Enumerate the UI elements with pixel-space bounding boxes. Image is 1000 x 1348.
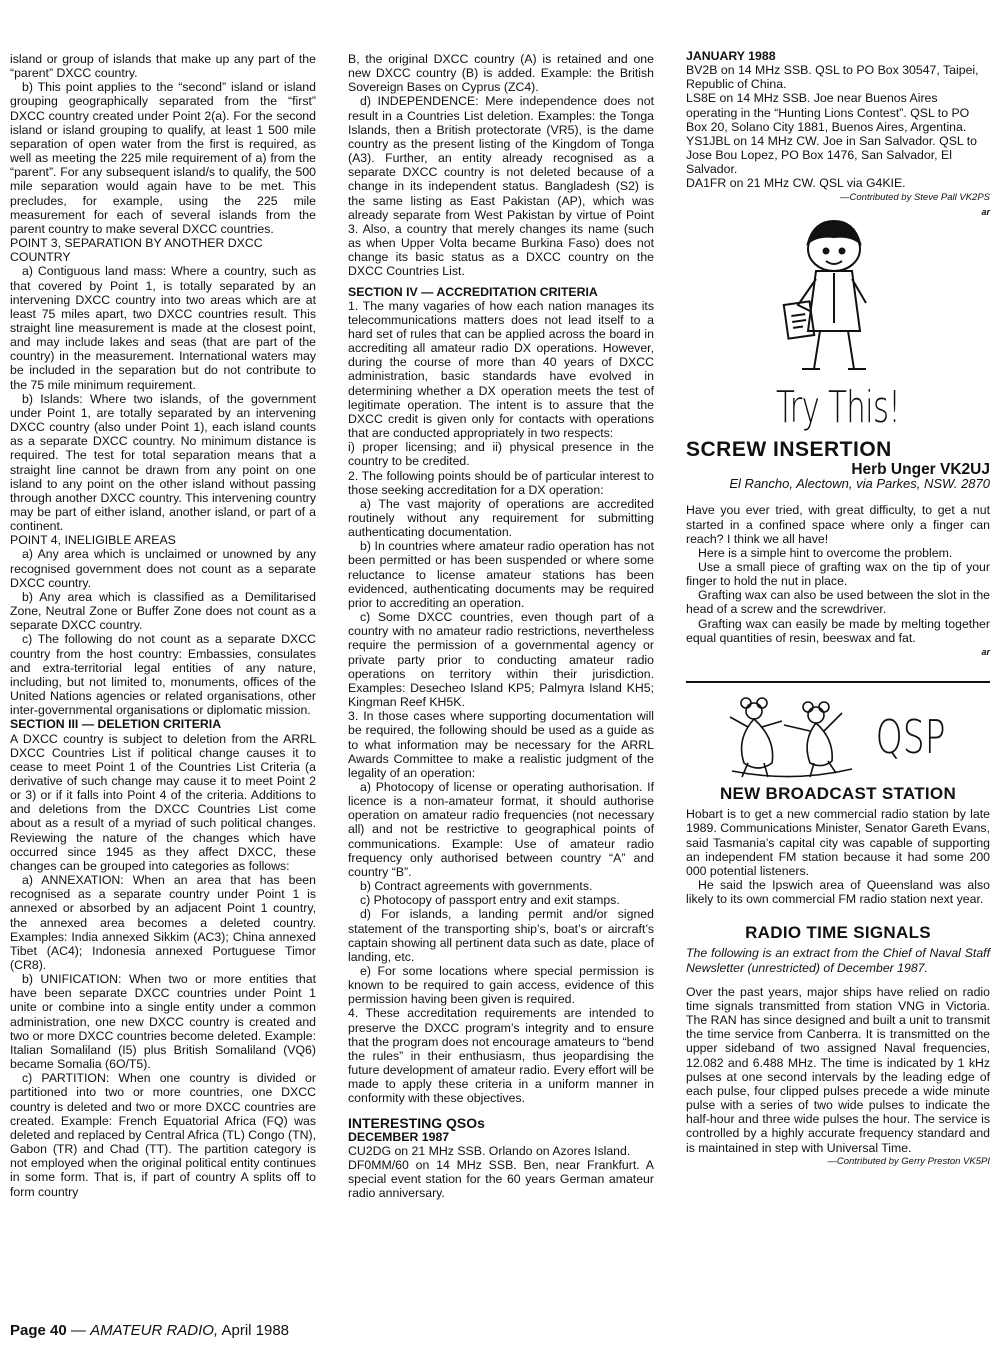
author-address: El Rancho, Alectown, via Parkes, NSW. 2870 bbox=[729, 476, 990, 492]
paragraph: c) PARTITION: When one country is divided or partitioned into two or more countries, one DXCC country is deleted and two or more DXCC countries are created. Example: French Equatorial Africa (FQ) was deleted and replaced by Central Africa (TL) Congo (TN), Gabon (TR) and Chad (TT). The partition category is not employed when the original political entity continues in some form. That is, if part of country A splits off to form country bbox=[10, 1071, 316, 1199]
qso-heading: INTERESTING QSOs bbox=[348, 1114, 485, 1131]
article-title: NEW BROADCAST STATION bbox=[719, 784, 957, 804]
qso-entry: LS8E on 14 MHz SSB. Joe near Buenos Aires operating in the “Hunting Lions Contest”. QSL to PO Box 20, Solano City 1881, Buenos Aires, Argentina. bbox=[686, 91, 970, 134]
paragraph: b) Contract agreements with governments. bbox=[360, 879, 593, 894]
paragraph: b) UNIFICATION: When two or more entities that have been separate DXCC countries under Point 1 unite or combine into a single entity under a common administration, one new DXCC country is created and two or more DXCC countries become deleted. Example: Italian Somaliland (I5) plus British Somaliland (VQ6) became Somalia (6O/T5). bbox=[10, 972, 316, 1072]
qsp-text: QSP bbox=[876, 709, 946, 764]
cartoon-boy-icon bbox=[686, 219, 990, 387]
paragraph: a) Contiguous land mass: Where a country, such as that covered by Point 1, is totally separated by an intervening DXCC country into two areas which are at least 75 miles apart, two DXCC countries result. This straight line measurement is made at the closest point, and may include lakes and seas (that are part of the country) in the measurement. International waters may be included in the separation but do not contribute to the 75 mile minimum requirement. bbox=[10, 264, 316, 392]
article-intro: The following is an extract from the Chief of Naval Staff Newsletter (unrestricted) of December 1987. bbox=[686, 946, 990, 975]
paragraph: c) Photocopy of passport entry and exit stamps. bbox=[360, 893, 620, 908]
paragraph: a) The vast majority of operations are accredited routinely without any requirement for submitting authenticating documentation. bbox=[348, 496, 654, 540]
section-heading: POINT 4, INELIGIBLE AREAS bbox=[10, 533, 176, 548]
paragraph: a) Photocopy of license or operating authorisation. If licence is a non-amateur format, it should authorise operation on amateur radio frequencies (not necessary all) and not be restrictive to geographical points of communications. Example: Use of amateur radio frequency only authorised between country “A” and country “B”. bbox=[348, 779, 654, 879]
paragraph: 1. The many vagaries of how each nation manages its telecommunications matters does not lead itself to a hard set of rules that can be applied across the board in accrediting all amateur radio DX operations. However, during the course of more than 40 years of DXCC administration, basic standards have evolved in determining whether a DX operation meets the test of legitimate operation. The intent is to assure that the DXCC credit is given only for contacts with operations that are conducted appropriately in two respects: bbox=[348, 298, 654, 441]
qso-entry: YS1JBL on 14 MHz CW. Joe in San Salvador. QSL to Jose Bou Lopez, PO Box 1476, San Salvador, El Salvador. bbox=[686, 133, 977, 177]
qso-entry: BV2B on 14 MHz SSB. QSL to PO Box 30547, Taipei, Republic of China. bbox=[686, 63, 979, 92]
paragraph: Grafting wax can also be used between the slot in the head of a screw and the screwdriver. bbox=[686, 588, 990, 617]
qso-month-heading: DECEMBER 1987 bbox=[348, 1129, 450, 1144]
paragraph: He said the Ipswich area of Queensland was also likely to its own commercial FM radio station next year. bbox=[686, 878, 990, 907]
paragraph: Have you ever tried, with great difficulty, to get a nut started in a confined space where only a finger can reach? I think we all have! bbox=[686, 503, 990, 546]
column-1 bbox=[10, 52, 316, 1199]
qso-entry: DF0MM/60 on 14 MHz SSB. Ben, near Frankfurt. A special event station for the 60 years German amateur radio anniversary. bbox=[348, 1158, 654, 1201]
column-2 bbox=[348, 52, 654, 1201]
qso-entry: DA1FR on 21 MHz CW. QSL via G4KIE. bbox=[686, 176, 906, 191]
paragraph: 2. The following points should be of particular interest to those seeking accreditation for a DX operation: bbox=[348, 468, 654, 497]
paragraph: a) ANNEXATION: When an area that has been recognised as a separate country under Point 1 is annexed or absorbed by an adjacent Point 1 country, the annexed area becomes a deleted country. Examples: India annexed Sikkim (AC3); China annexed Tibet (AC4); Indonesia annexed Portuguese Timor (CR8). bbox=[10, 873, 316, 972]
paragraph: 3. In those cases where supporting documentation will be required, the following should be used as a guide as to what information may be necessary for the ARRL Awards Committee to make a realistic judgment of the legality of an operation: bbox=[348, 709, 654, 780]
cartoon-illustration bbox=[686, 219, 990, 387]
paragraph: c) Some DXCC countries, even though part of a country with no amateur radio restrictions, nevertheless require the permission of a governmental agency or private party prior to conducting amateur radio operations on territory within their jurisdiction. Examples: Desecheo Island KP5; Palmyra Island KH5; Kingman Reef KH5K. bbox=[348, 610, 654, 710]
page-footer bbox=[10, 1322, 289, 1339]
try-this-logo: Try This! bbox=[776, 381, 900, 433]
article-author: Herb Unger VK2UJ bbox=[851, 461, 990, 479]
magazine-name: AMATEUR RADIO, bbox=[90, 1322, 219, 1339]
paragraph: b) In countries where amateur radio operation has not been permitted or has been suspended or where some reluctance to license amateur stations has been evidenced, authenticating documents may be required prior to accrediting an operation. bbox=[348, 539, 654, 610]
dancing-mice-icon bbox=[718, 693, 868, 781]
paragraph: c) The following do not count as a separate DXCC country from the host country: Embassies, consulates and extra-territorial legal entities of any nature, including, but not limited to, monuments, offices of the United Nations agencies or related organisations, other inter-governmental organisations or diplomatic mission. bbox=[10, 632, 316, 718]
paragraph: d) INDEPENDENCE: Mere independence does not result in a Countries List deletion. Examples: the Tonga Islands, then a British protectorate (VR5), is the dame country as the present listing of the Kingdom of Tonga (A3). Further, an entity already recognised as a separate DXCC country is not deleted because of a change in its independent status. Bangladesh (S2) is the same listing as East Pakistan (AP), which was already separate from West Pakistan by virtue of Point 3. Also, a country that merely changes its name (such as when Upper Volta became Burkina Faso) does not change its basic status as a DXCC country on the DXCC Countries List. bbox=[348, 94, 654, 279]
paragraph: b) Islands: Where two islands, of the government under Point 1, are totally separated by an intervening DXCC country (also under Point 1), each island counts as a separate DXCC country. No minimum distance is required. The test for total separation means that a straight line cannot be drawn from any point on one island to any point on the other island without passing through another DXCC country. This intervening country may be part of either island, another island, or part of a continent. bbox=[10, 391, 316, 534]
section-heading: SECTION IV — ACCREDITATION CRITERIA bbox=[348, 284, 598, 299]
issue-date: April 1988 bbox=[218, 1322, 290, 1339]
section-divider bbox=[686, 681, 990, 683]
article-title: RADIO TIME SIGNALS bbox=[745, 923, 931, 943]
paragraph: Over the past years, major ships have relied on radio time signals transmitted from station VNG in Victoria. The RAN has since designed and built a unit to transmit the time service from Canberra. It is transmitted on the upper sideband of two assigned Naval frequencies, 12.082 and 6.488 MHz. The time is indicated by 1 kHz pulses at one second intervals by the leading edge of each pulse, four clipped pulses precede a wide minute pulse with a series of two wide pulses to indicate the half-hour and three wide pulses the hour. The service is controlled by a highly accurate frequency standard and is maintained in step with Universal Time. bbox=[686, 984, 990, 1155]
end-mark: ar bbox=[981, 646, 990, 657]
end-mark: ar bbox=[981, 206, 990, 217]
paragraph: island or group of islands that make up any part of the “parent” DXCC country. bbox=[10, 52, 316, 81]
paragraph: d) For islands, a landing permit and/or signed statement of the transporting ship’s, boat’s or aircraft’s captain showing all pertinent data such as date, place of landing, etc. bbox=[348, 907, 654, 964]
paragraph: B, the original DXCC country (A) is retained and one new DXCC country (B) is added. Example: the British Sovereign Bases on Cyprus (ZC4). bbox=[348, 52, 654, 95]
paragraph: b) Any area which is classified as a Demilitarised Zone, Neutral Zone or Buffer Zone does not count as a separate DXCC country. bbox=[10, 589, 316, 633]
qso-month-heading: JANUARY 1988 bbox=[686, 49, 776, 63]
paragraph: Hobart is to get a new commercial radio station by late 1989. Communications Minister, Senator Gareth Evans, said Tasmania’s capital city was capable of supporting an independent FM station because it had some 200 000 potential listeners. bbox=[686, 807, 990, 878]
qso-entry: CU2DG on 21 MHz SSB. Orlando on Azores Island. bbox=[348, 1143, 631, 1158]
contributor-credit: —Contributed by Gerry Preston VK5PI bbox=[827, 1155, 990, 1167]
qsp-logo bbox=[686, 691, 990, 783]
page-number: Page 40 bbox=[10, 1322, 67, 1339]
section-heading: SECTION III — DELETION CRITERIA bbox=[10, 717, 222, 732]
paragraph: Use a small piece of grafting wax on the tip of your finger to hold the nut in place. bbox=[686, 559, 990, 589]
paragraph: 4. These accreditation requirements are intended to preserve the DXCC program’s integrity and to ensure that the program does not encourage amateurs to “bend the rules” in their enthusiasm, thus jeopardising the future development of amateur radio. Every effort will be made to apply these criteria in a uniform manner in conformity with these objectives. bbox=[348, 1006, 654, 1106]
column-3 bbox=[686, 49, 990, 1169]
section-heading: POINT 3, SEPARATION BY ANOTHER DXCC COUNTRY bbox=[10, 236, 263, 265]
paragraph: A DXCC country is subject to deletion from the ARRL DXCC Countries List if political change causes it to cease to meet Point 1 of the Countries List Criteria (a derivative of such change may cause it to meet Point 2 or 3) or if it falls into Point 4 of the criteria. Additions to and deletions from the DXCC Countries List come about as a result of a myriad of such political changes. Reviewing the nature of the changes which have occurred since 1945 as they affect DXCC, these changes can be grouped into categories as follows: bbox=[10, 731, 316, 873]
contributor-credit: —Contributed by Steve Pall VK2PS bbox=[840, 191, 990, 203]
footer-separator: — bbox=[66, 1322, 91, 1339]
paragraph: i) proper licensing; and ii) physical presence in the country to be credited. bbox=[348, 440, 654, 469]
paragraph: a) Any area which is unclaimed or unowned by any recognised government does not count as a separate DXCC country. bbox=[10, 547, 316, 590]
paragraph: b) This point applies to the “second” island or island grouping geographically separated from the “first” DXCC country created under Point 2(a). For the second island or island grouping to qualify, at least 1 500 mile separation of open water from the first is required, as well as meeting the 225 mile requirement of a) from the “parent”. For any subsequent island/s to qualify, the 500 mile separation would again have to be met. This precludes, for example, using the 225 mile measurement for each of several islands from the parent country to make several DXCC countries. bbox=[10, 80, 316, 236]
paragraph: Here is a simple hint to overcome the problem. bbox=[698, 545, 953, 560]
article-title: SCREW INSERTION bbox=[686, 437, 892, 461]
paragraph: Grafting wax can easily be made by melting together equal quantities of resin, beeswax and fat. bbox=[686, 616, 990, 645]
paragraph: e) For some locations where special permission is known to be required to gain access, evidence of this permission having been given is required. bbox=[348, 964, 654, 1007]
